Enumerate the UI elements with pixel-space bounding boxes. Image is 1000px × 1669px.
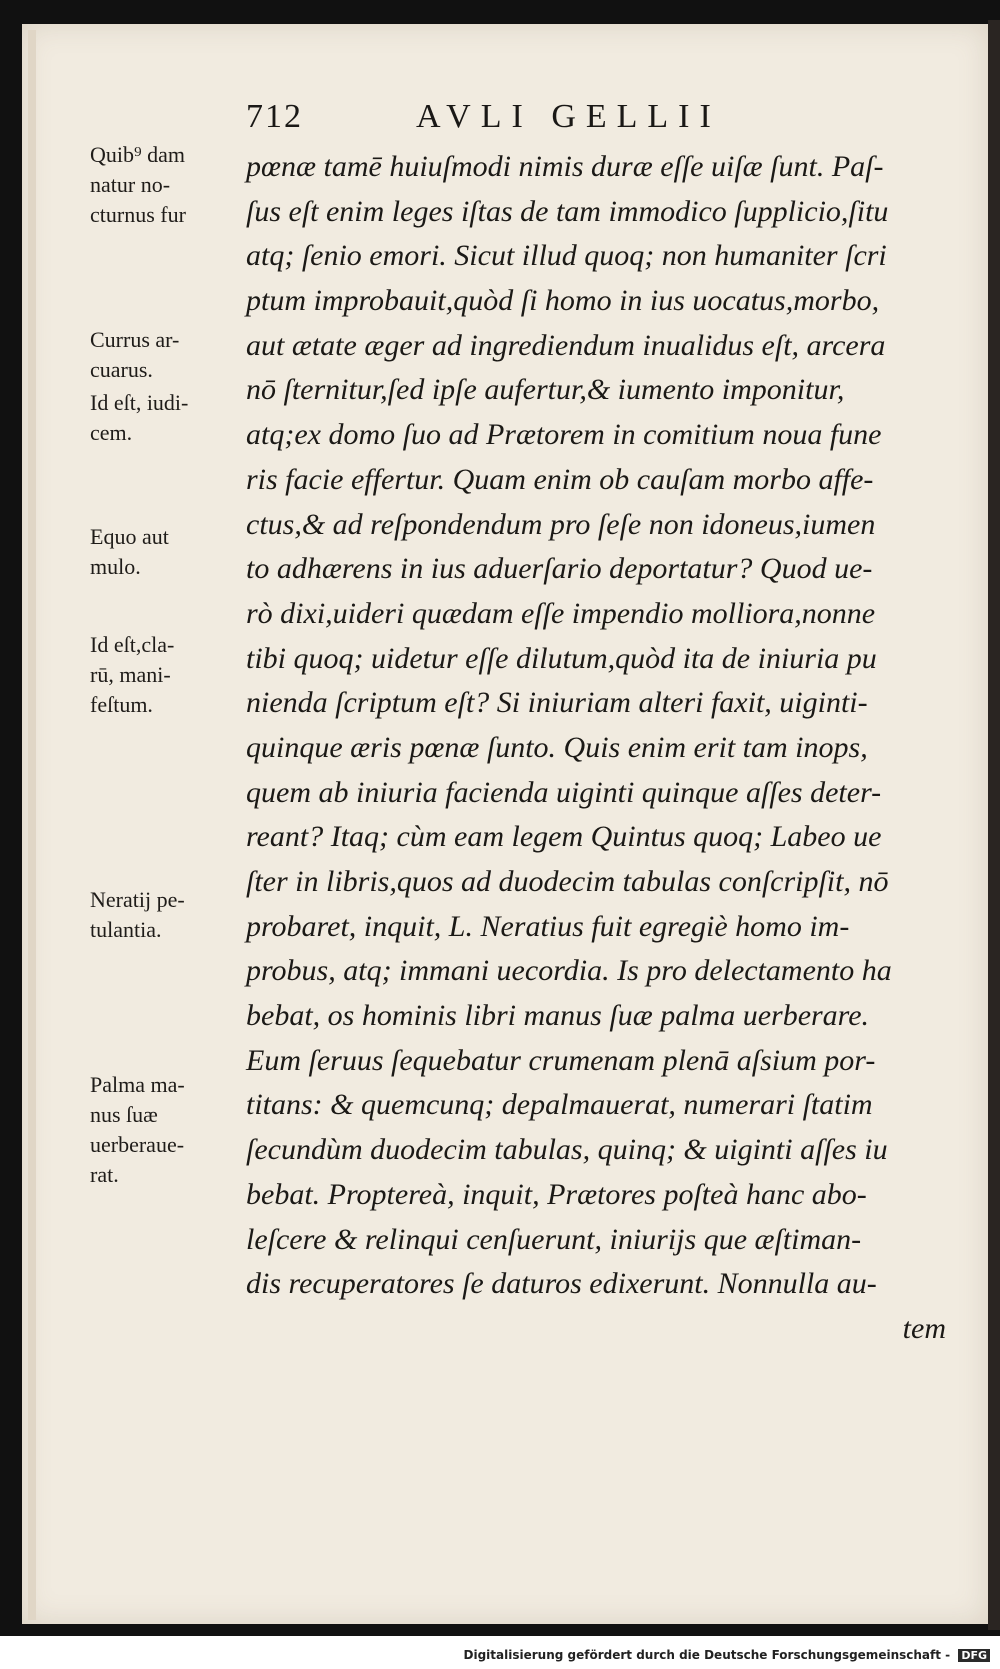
margin-note-line: rat. [90,1162,119,1187]
text-line: atq; ſenio emori. Sicut illud quoq; non humaniter ſcri [246,239,887,273]
text-line: ptum improbauit,quòd ſi homo in ius uocatus,morbo, [246,284,880,318]
text-line: rò dixi,uideri quædam eſſe impendio molliora,nonne [246,596,876,630]
text-line: to adhærens in ius aduerſario deportatur? Quod ue- [246,552,873,586]
text-line: quinque æris pœnæ ſunto. Quis enim erit tam inops, [246,730,868,764]
text-line: titans: & quemcunq; depalmauerat, numerari ſtatim [246,1088,873,1122]
text-line: Eum ſeruus ſequebatur crumenam plenā aſsium por- [246,1043,876,1077]
margin-note-line: cem. [90,420,133,445]
credit-text: Digitalisierung gefördert durch die Deutsche Forschungsgemeinschaft - [463,1648,951,1662]
text-line: pœnæ tamē huiuſmodi nimis duræ eſſe uiſæ ſunt. Paſ- [246,150,884,183]
text-line: quem ab iniuria facienda uiginti quinque aſſes deter- [246,775,882,809]
main-text [246,145,946,1352]
margin-note-line: uerberaue- [90,1132,185,1157]
running-title: AVLI GELLII [416,98,721,135]
text-line: nō ſternitur,ſed ipſe aufertur,& iumento imponitur, [246,373,845,407]
text-line: aut ætate æger ad ingrediendum inualidus eſt, arcera [246,328,886,362]
text-line: probaret, inquit, L. Neratius fuit egregiè homo im- [246,909,850,943]
text-line: ctus,& ad reſpondendum pro ſeſe non idoneus,iumen [246,507,876,541]
margin-note-line: Neratij pe- [90,887,185,912]
page-gutter [28,30,36,1620]
page-header [246,98,766,138]
text-line: atq;ex domo ſuo ad Prætorem in comitium noua fune [246,418,882,452]
text-line: ſter in libris,quos ad duodecim tabulas conſcripſit, nō [246,865,889,898]
margin-note-1 [90,140,240,230]
text-line: reant? Itaq; cùm eam legem Quintus quoq; Labeo ue [246,820,882,854]
margin-note-line: Palma ma- [90,1072,185,1097]
text-line: bebat. Proptereà, inquit, Prætores poſteà hanc abo- [246,1177,867,1211]
text-line: tibi quoq; uidetur eſſe dilutum,quòd ita de iniuria pu [246,641,877,675]
margin-note-line: feſtum. [90,692,153,717]
margin-note-line: Equo aut [90,524,169,549]
dfg-logo: DFG [958,1649,990,1662]
margin-note-3 [90,388,240,448]
text-line: ſecundùm duodecim tabulas, quinq; & uiginti aſſes iu [246,1133,888,1167]
text-line: probus, atq; immani uecordia. Is pro delectamento ha [246,954,892,988]
text-line: leſcere & relinqui cenſuerunt, iniurijs que æſtiman- [246,1222,862,1256]
margin-note-line: Quib⁹ dam [90,142,186,167]
margin-note-line: rū, mani- [90,662,171,687]
digitization-credit [0,1648,990,1668]
text-line: ſus eſt enim leges iſtas de tam immodico ſupplicio,ſitu [246,194,889,228]
margin-note-line: cuarus. [90,357,153,382]
margin-note-line: natur no- [90,172,171,197]
margin-note-line: Id eſt, iudi- [90,390,189,415]
book-edge-shadow [988,20,1000,1630]
margin-note-line: tulantia. [90,917,162,942]
margin-note-line: Id eſt,cla- [90,632,175,657]
margin-note-line: mulo. [90,554,141,579]
margin-note-4 [90,522,240,582]
margin-note-6 [90,885,240,945]
margin-note-line: nus ſuæ [90,1102,158,1127]
margin-note-line: cturnus fur [90,202,186,227]
catchword: tem [902,1311,946,1345]
text-line: bebat, os hominis libri manus ſuæ palma uerberare. [246,999,870,1033]
margin-note-5 [90,630,240,720]
margin-note-line: Currus ar- [90,327,180,352]
margin-note-2 [90,325,240,385]
text-line: ris facie effertur. Quam enim ob cauſam morbo affe- [246,462,874,496]
text-line: dis recuperatores ſe daturos edixerunt. Nonnulla au- [246,1267,877,1301]
text-line: nienda ſcriptum eſt? Si iniuriam alteri faxit, uiginti- [246,686,868,720]
page-number: 712 [246,98,303,135]
margin-note-7 [90,1070,240,1190]
